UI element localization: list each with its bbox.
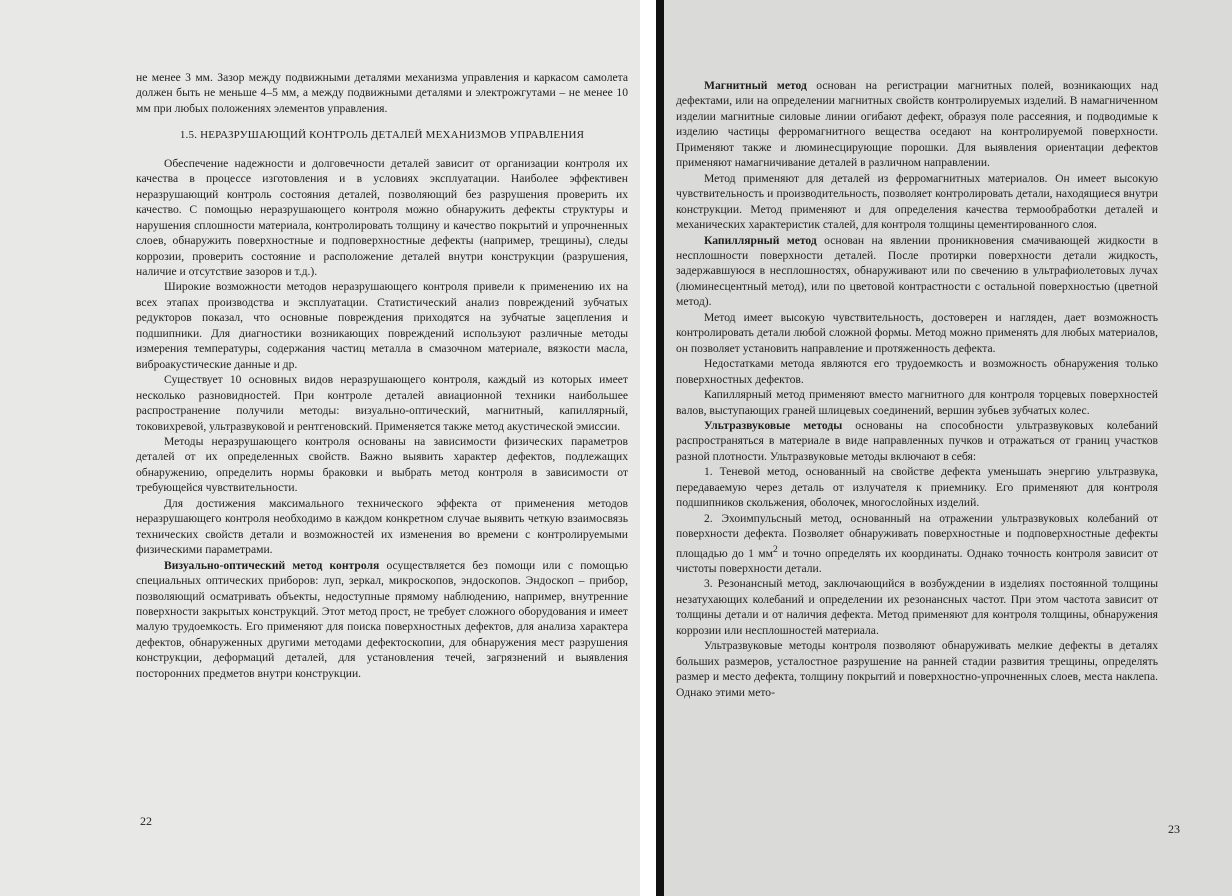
list-item-text: 2. Эхоимпульсный метод, основанный на отражении ультразвуковых колебаний от поверхности дефекта. Позволяет обнаруживать поверхностные и подповерхностные дефекты площадью до 1 мм xyxy=(676,511,1158,560)
paragraph: Метод применяют для деталей из ферромагнитных материалов. Он имеет высокую чувствительность и производительность, позволяет контролировать детали, находящиеся внутри конструкции. Метод применяют и для определения качества термообработки деталей и механических характеристик сталей, для контроля толщины цементированного слоя. xyxy=(676,171,1158,232)
term-visual-method: Визуально-оптический метод контроля xyxy=(164,558,380,572)
paragraph-visual-method xyxy=(136,558,628,682)
term-ultrasonic-methods: Ультразвуковые методы xyxy=(704,418,843,432)
paragraph: Широкие возможности методов неразрушающего контроля привели к применению их на всех этапах производства и эксплуатации. Статистический анализ повреждений зубчатых редукторов показал, что основные повреждения приходятся на зубчатые зацепления и подшипники. Для диагностики возникающих повреждений используют различные методы измерения температуры, содержания частиц металла в смазочном материале, вязкости масла, виброакустические данные и др. xyxy=(136,280,628,371)
term-capillary-method: Капиллярный метод xyxy=(704,233,817,247)
paragraph: Капиллярный метод применяют вместо магнитного для контроля торцевых поверхностей валов, выступающих граней шлицевых соединений, вершин зубьев зубчатых колес. xyxy=(676,388,1158,417)
paragraph: Метод имеет высокую чувствительность, достоверен и нагляден, дает возможность контролировать детали любой сложной формы. Метод можно применять для любых материалов, он позволяет установить направление и протяженность дефекта. xyxy=(676,310,1158,355)
paragraph: не менее 3 мм. Зазор между подвижными деталями механизма управления и каркасом самолета должен быть не меньше 4–5 мм, а между подвижными деталями и электрожгутами – не менее 10 мм при любых положениях элементов управления. xyxy=(136,71,628,115)
right-text-column xyxy=(676,78,1158,700)
list-item xyxy=(676,511,1158,577)
term-magnetic-method: Магнитный метод xyxy=(704,79,807,92)
paragraph: Методы неразрушающего контроля основаны на зависимости физических параметров деталей от их определенных свойств. Важно выявить характер дефектов, подлежащих обнаружению, определить нормы браковки и выбрать метод контроля в зависимости от требующейся чувствительности. xyxy=(136,434,628,495)
page-shadow-edge xyxy=(656,0,664,896)
paragraph-text: основаны на способности ультразвуковых колебаний распространяться в материале в виде направленных пучков и отражаться от границ участков разной плотности. Ультразвуковые методы включают в себя: xyxy=(676,418,1158,463)
page-number-left: 22 xyxy=(140,814,152,828)
list-item: 3. Резонансный метод, заключающийся в возбуждении в изделиях постоянной толщины незатухающих колебаний и определении их резонансных частот. При этом частота зависит от толщины детали и от наличия дефекта. Метод применяют для контроля толщины, обнаружения коррозии или несплошностей материала. xyxy=(676,577,1158,637)
paragraph-ultrasonic-methods xyxy=(676,418,1158,464)
paragraph: Обеспечение надежности и долговечности деталей зависит от организации контроля их качества в процессе изготовления и в условиях эксплуатации. Наиболее эффективен неразрушающий контроль состояния деталей, позволяющий без разрушения проверить их качество. С помощью неразрушающего контроля можно обнаружить дефекты структуры и нарушения сплошности материала, контролировать толщину и качество покрытий и упрочненных слоев, обнаружить поверхностные и подповерхностные дефекты (например, трещины), следы коррозии, проверить состояние и расположение деталей внутри конструкции (разрушения, наличие и отсутствие зазоров и т.д.). xyxy=(136,156,628,278)
paragraph: Ультразвуковые методы контроля позволяют обнаруживать мелкие дефекты в деталях больших размеров, усталостное разрушение на ранней стадии развития трещины, определять размер и место дефекта, толщину покрытий и поверхностно-упрочненных слоев, места наклепа. Однако этими мето- xyxy=(676,639,1158,699)
paragraph-text: основан на регистрации магнитных полей, возникающих над дефектами, или на определении магнитных свойств контролируемых изделий. В намагниченном изделии магнитные силовые линии огибают дефект, образуя поле рассеяния, и подводимые к изделию частицы ферромагнитного вещества оседают на контролируемой поверхности. Применяют также и люминесцирующие порошки. Для выявления ориентации дефектов применяют намагничивание деталей в различном направлении. xyxy=(676,79,1158,170)
list-item: 1. Теневой метод, основанный на свойстве дефекта уменьшать энергию ультразвука, передаваемую через деталь от излучателя к приемнику. Его применяют для контроля подшипников скольжения, оболочек, многослойных изделий. xyxy=(676,465,1158,510)
book-gutter xyxy=(640,0,656,896)
paragraph-magnetic-method xyxy=(676,78,1158,171)
paragraph: Для достижения максимального технического эффекта от применения методов неразрушающего контроля необходимо в каждом конкретном случае выявить четкую взаимосвязь технических свойств детали и возможностей их изменения во времени с контролируемыми физическими параметрами. xyxy=(136,496,628,557)
list-item-text: и точно определять их координаты. Однако точность контроля зависит от чистоты поверхности детали. xyxy=(676,546,1158,575)
section-heading: 1.5. НЕРАЗРУШАЮЩИЙ КОНТРОЛЬ ДЕТАЛЕЙ МЕХАНИЗМОВ УПРАВЛЕНИЯ xyxy=(179,129,585,142)
paragraph-capillary-method xyxy=(676,233,1158,310)
paragraph-text: основан на явлении проникновения смачивающей жидкости в несплошности поверхности деталей. После протирки поверхности детали жидкость, задержавшуюся в несплошностях, обнаруживают или по свечению в ультрафиолетовых лучах (люминесцентный метод), или по цветовой контрастности с остальной поверхностью (цветной метод). xyxy=(676,233,1158,309)
paragraph-text: осуществляется без помощи или с помощью специальных оптических приборов: луп, зеркал, микроскопов, эндоскопов. Эндоскоп – прибор, позволяющий осматривать объекты, недоступные прямому наблюдению, например, внутренние поверхности закрытых конструкций. Этот метод прост, не требует сложного оборудования и имеет малую трудоемкость. Его применяют для поиска поверхностных дефектов, для анализа характера дефектов, обнаруженных другими методами дефектоскопии, для обнаружения мест разрушения конструкции, деформаций деталей, для установления течей, загрязнений и выявления посторонних предметов внутри конструкции. xyxy=(136,558,628,680)
superscript: 2 xyxy=(772,543,778,555)
left-text-column xyxy=(136,70,628,681)
paragraph: Недостатками метода являются его трудоемкость и возможность обнаружения только поверхностных дефектов. xyxy=(676,357,1158,386)
paragraph: Существует 10 основных видов неразрушающего контроля, каждый из которых имеет несколько разновидностей. При контроле деталей авиационной техники наибольшее распространение получили методы: визуально-оптический, магнитный, капиллярный, токовихревой, ультразвуковой и рентгеновский. Применяется также метод акустической эмиссии. xyxy=(136,373,628,433)
page-number-right: 23 xyxy=(1168,822,1180,836)
